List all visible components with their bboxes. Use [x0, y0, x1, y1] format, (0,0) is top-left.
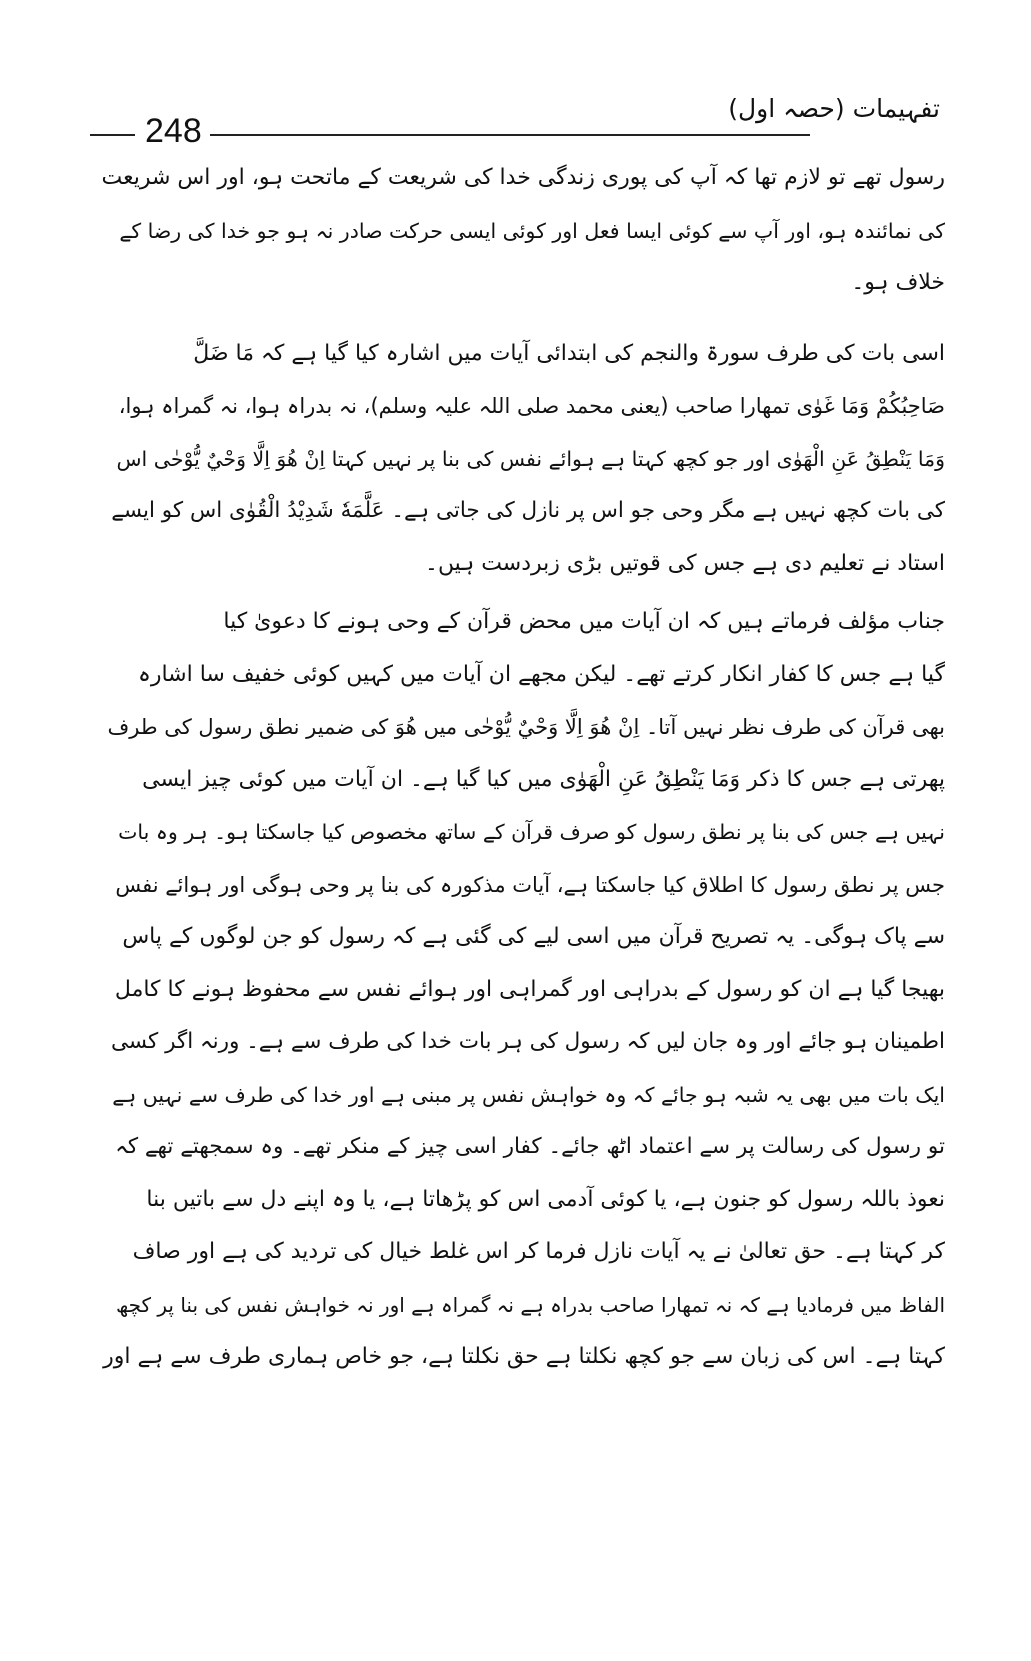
text-line: استاد نے تعلیم دی ہے جس کی قوتیں بڑی زبردست ہیں۔ [425, 550, 945, 576]
text-line: وَمَا يَنْطِقُ عَنِ الْهَوٰى اور جو کچھ کہتا ہے ہوائے نفس کی بنا پر نہیں کہتا اِنْ هُوَ اِلَّا وَحْيٌ يُّوْحٰى اس [116, 446, 945, 471]
text-line: اسی بات کی طرف سورۃ والنجم کی ابتدائی آیات میں اشارہ کیا گیا ہے کہ مَا ضَلَّ [193, 340, 945, 366]
text-line: صَاحِبُكُمْ وَمَا غَوٰى تمھارا صاحب (یعنی محمد صلی اللہ علیہ وسلم)، نہ بدراہ ہوا، نہ گمراہ ہوا، [118, 394, 945, 418]
body-text [100, 152, 945, 1384]
text-line: الفاظ میں فرمادیا ہے کہ نہ تمھارا صاحب بدراہ ہے نہ گمراہ ہے اور نہ خواہش نفس کی بنا پر کچھ [115, 1292, 945, 1317]
running-header [90, 84, 950, 150]
page-number: 248 [145, 112, 202, 150]
text-line: سے پاک ہوگی۔ یہ تصریح قرآن میں اسی لیے کی گئی ہے کہ رسول کو جن لوگوں کے پاس [122, 924, 945, 949]
paragraph-3 [100, 596, 945, 1384]
text-line: نہیں ہے جس کی بنا پر نطق رسول کو صرف قرآن کے ساتھ مخصوص کیا جاسکتا ہو۔ ہر وہ بات [118, 820, 945, 844]
text-line: جناب مؤلف فرماتے ہیں کہ ان آیات میں محض قرآن کے وحی ہونے کا دعویٰ کیا [223, 609, 945, 634]
text-line: بھیجا گیا ہے ان کو رسول کے بدراہی اور گمراہی اور ہوائے نفس سے محفوظ ہونے کا کامل [114, 976, 945, 1002]
text-line: کی بات کچھ نہیں ہے مگر وحی جو اس پر نازل کی جاتی ہے۔ عَلَّمَهٗ شَدِيْدُ الْقُوٰى اس کو ایسے [111, 498, 945, 523]
text-line: بھی قرآن کی طرف نظر نہیں آتا۔ اِنْ هُوَ اِلَّا وَحْيٌ يُّوْحٰى میں هُوَ کی ضمیر نطق رسول کی طرف [107, 715, 945, 739]
text-line: گیا ہے جس کا کفار انکار کرتے تھے۔ لیکن مجھے ان آیات میں کہیں کوئی خفیف سا اشارہ [137, 661, 945, 687]
text-line: ایک بات میں بھی یہ شبہ ہو جائے کہ وہ خواہش نفس پر مبنی ہے اور خدا کی طرف سے نہیں ہے [112, 1082, 945, 1107]
text-line: رسول تھے تو لازم تھا کہ آپ کی پوری زندگی خدا کی شریعت کے ماتحت ہو، اور اس شریعت [101, 165, 945, 190]
text-line: کی نمائندہ ہو، اور آپ سے کوئی ایسا فعل اور کوئی ایسی حرکت صادر نہ ہو جو خدا کی رضا کے [119, 218, 945, 243]
text-line: تو رسول کی رسالت پر سے اعتماد اٹھ جائے۔ کفار اسی چیز کے منکر تھے۔ وہ سمجھتے تھے کہ [115, 1134, 945, 1159]
text-line: خلاف ہو۔ [851, 270, 945, 295]
book-title: تفہیمات (حصہ اول) [728, 94, 940, 123]
paragraph-2 [100, 328, 945, 591]
text-line: کر کہتا ہے۔ حق تعالیٰ نے یہ آیات نازل فرما کر اس غلط خیال کی تردید کی ہے اور صاف [132, 1239, 945, 1264]
text-line: اطمینان ہو جائے اور وہ جان لیں کہ رسول کی ہر بات خدا کی طرف سے ہے۔ ورنہ اگر کسی [110, 1029, 945, 1054]
header-rule-right [210, 134, 810, 136]
text-line: جس پر نطق رسول کا اطلاق کیا جاسکتا ہے، آیات مذکورہ کی بنا پر وحی ہوگی اور ہوائے نفس [115, 872, 945, 897]
paragraph-spacer [100, 310, 945, 328]
text-line: نعوذ باللہ رسول کو جنون ہے، یا کوئی آدمی اس کو پڑھاتا ہے، یا وہ اپنے دل سے باتیں بنا [146, 1186, 945, 1212]
header-rule-left [90, 134, 135, 136]
text-line: پھرتی ہے جس کا ذکر وَمَا يَنْطِقُ عَنِ الْهَوٰى میں کیا گیا ہے۔ ان آیات میں کوئی چیز ایسی [142, 766, 945, 792]
paragraph-1 [100, 152, 945, 310]
text-line: کہتا ہے۔ اس کی زبان سے جو کچھ نکلتا ہے حق نکلتا ہے، جو خاص ہماری طرف سے ہے اور [103, 1344, 945, 1369]
